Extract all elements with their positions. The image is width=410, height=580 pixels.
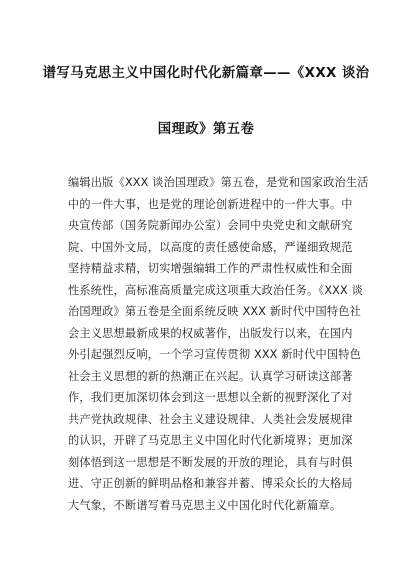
body-line: 进、守正创新的鲜明品格和兼容并蓄、博采众长的大格局	[68, 477, 353, 490]
body-line: 编辑出版《XXX 谈治国理政》第五卷，是党和国家政治生活	[68, 176, 369, 189]
body-line: 坚持精益求精，切实增强编辑工作的严肃性权威性和全面	[68, 262, 353, 275]
body-line: 外引起强烈反响，一个学习宣传贯彻 XXX 新时代中国特色	[68, 348, 362, 361]
body-line: 治国理政》第五卷是全面系统反映 XXX 新时代中国特色社	[68, 305, 362, 318]
body-line: 大气象，不断谱写着马克思主义中国化时代化新篇章。	[68, 498, 342, 512]
body-line: 刻体悟到这一思想是不断发展的开放的理论，具有与时俱	[68, 455, 353, 469]
body-line: 院、中国外文局，以高度的责任感使命感，严谨细致规范	[68, 240, 353, 254]
body-line: 性系统性，高标准高质量完成这项重大政治任务。《XXX 谈	[68, 283, 364, 297]
body-line: 作，我们更加深切体会到这一思想以全新的视野深化了对	[68, 391, 353, 404]
body-line: 社会主义思想的新的热潮正在兴起。认真学习研读这部著	[68, 369, 353, 383]
body-line: 中的一件大事，也是党的理论创新进程中的一件大事。中	[68, 197, 353, 211]
body-line: 会主义思想最新成果的权威著作，出版发行以来，在国内	[68, 326, 353, 340]
document-body	[68, 172, 368, 516]
body-line: 共产党执政规律、社会主义建设规律、人类社会发展规律	[68, 412, 353, 426]
document-title-line-2: 国理政》第五卷	[157, 122, 255, 137]
body-line: 央宣传部（国务院新闻办公室）会同中央党史和文献研究	[68, 219, 353, 232]
document-title-line-1: 谱写马克思主义中国化时代化新篇章——《XXX 谈治	[42, 66, 370, 81]
body-line: 的认识，开辟了马克思主义中国化时代化新境界；更加深	[68, 434, 353, 447]
